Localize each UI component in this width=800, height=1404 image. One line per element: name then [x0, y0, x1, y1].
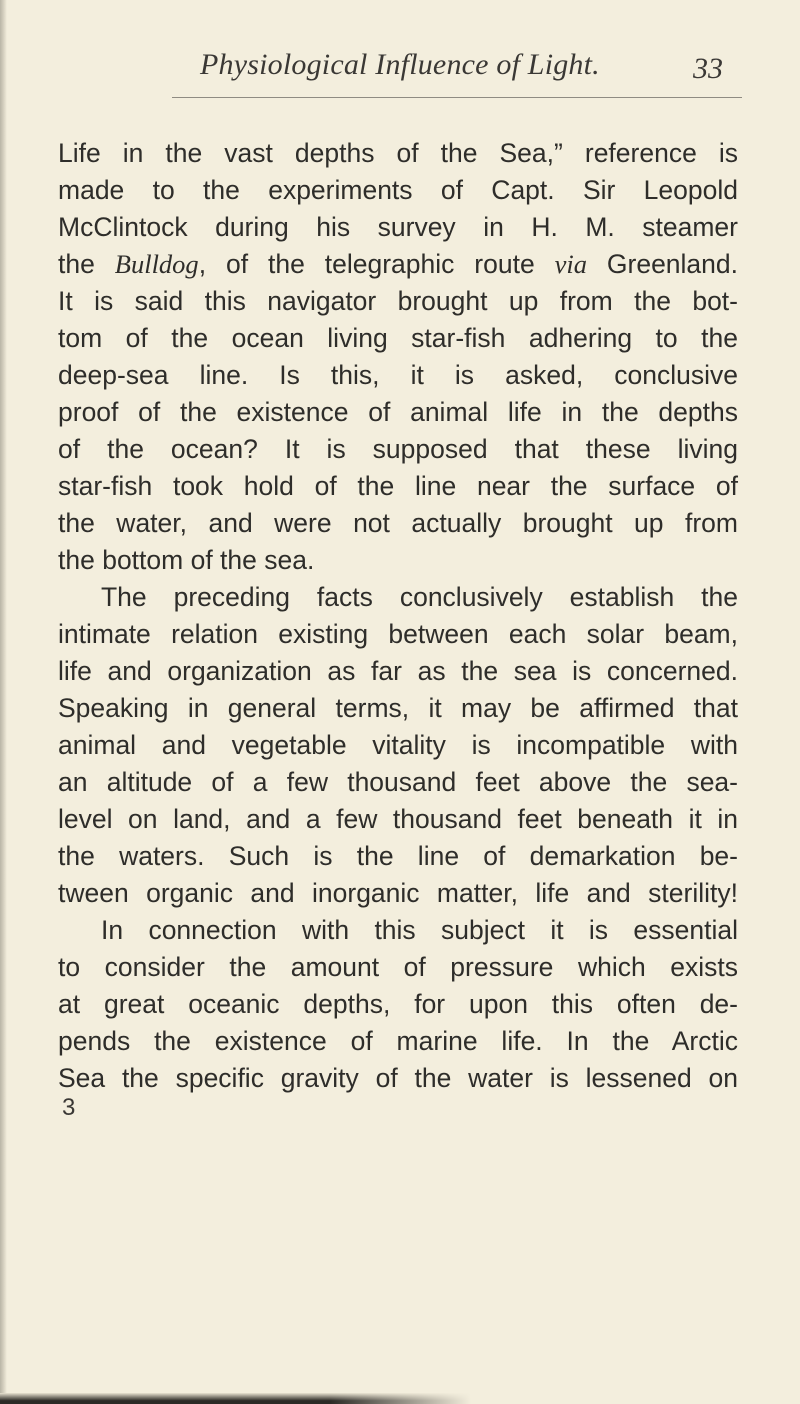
signature-mark: 3 [62, 1094, 76, 1121]
text-line: the waters. Such is the line of demarkation be- [58, 841, 738, 871]
text-line: pends the existence of marine life. In the Arctic [58, 1026, 738, 1056]
text-line: It is said this navigator brought up from the bot- [58, 286, 738, 316]
text-line: level on land, and a few thousand feet beneath it in [58, 804, 738, 834]
text-line: at great oceanic depths, for upon this often de- [58, 989, 738, 1019]
text-line: of the ocean? It is supposed that these living [58, 434, 738, 464]
text-line: star-fish took hold of the line near the surface of [58, 471, 738, 501]
text-line: In connection with this subject it is essential [101, 915, 738, 945]
running-head-title: Physiological Influence of Light. [200, 48, 600, 81]
text-line: proof of the existence of animal life in the depths [58, 397, 738, 427]
text-line: the bottom of the sea. [58, 545, 315, 575]
text-line: tween organic and inorganic matter, life and sterility! [58, 878, 738, 908]
text-line: the Bulldog, of the telegraphic route via Greenland. [58, 249, 739, 279]
text-line: Sea the specific gravity of the water is lessened on [58, 1063, 738, 1093]
text-line: animal and vegetable vitality is incompatible with [58, 730, 738, 760]
header-rule [172, 97, 742, 98]
page-number: 33 [693, 52, 723, 85]
text-line: intimate relation existing between each solar beam, [58, 619, 738, 649]
text-line: an altitude of a few thousand feet above the sea- [58, 767, 738, 797]
text-line: tom of the ocean living star-fish adhering to the [58, 323, 738, 353]
page-binding-edge [0, 0, 7, 1404]
text-line: life and organization as far as the sea is concerned. [58, 656, 738, 686]
text-line: The preceding facts conclusively establish the [101, 582, 738, 612]
running-head [0, 38, 800, 88]
text-line: deep-sea line. Is this, it is asked, conclusive [58, 360, 738, 390]
page-bottom-edge-fade [330, 1393, 800, 1404]
text-line: Speaking in general terms, it may be affirmed that [58, 693, 738, 723]
text-line: made to the experiments of Capt. Sir Leopold [58, 175, 738, 205]
text-line: Life in the vast depths of the Sea,” reference is [58, 138, 738, 168]
text-line: McClintock during his survey in H. M. steamer [58, 212, 738, 242]
text-line: to consider the amount of pressure which exists [58, 952, 738, 982]
text-line: the water, and were not actually brought up from [58, 508, 738, 538]
